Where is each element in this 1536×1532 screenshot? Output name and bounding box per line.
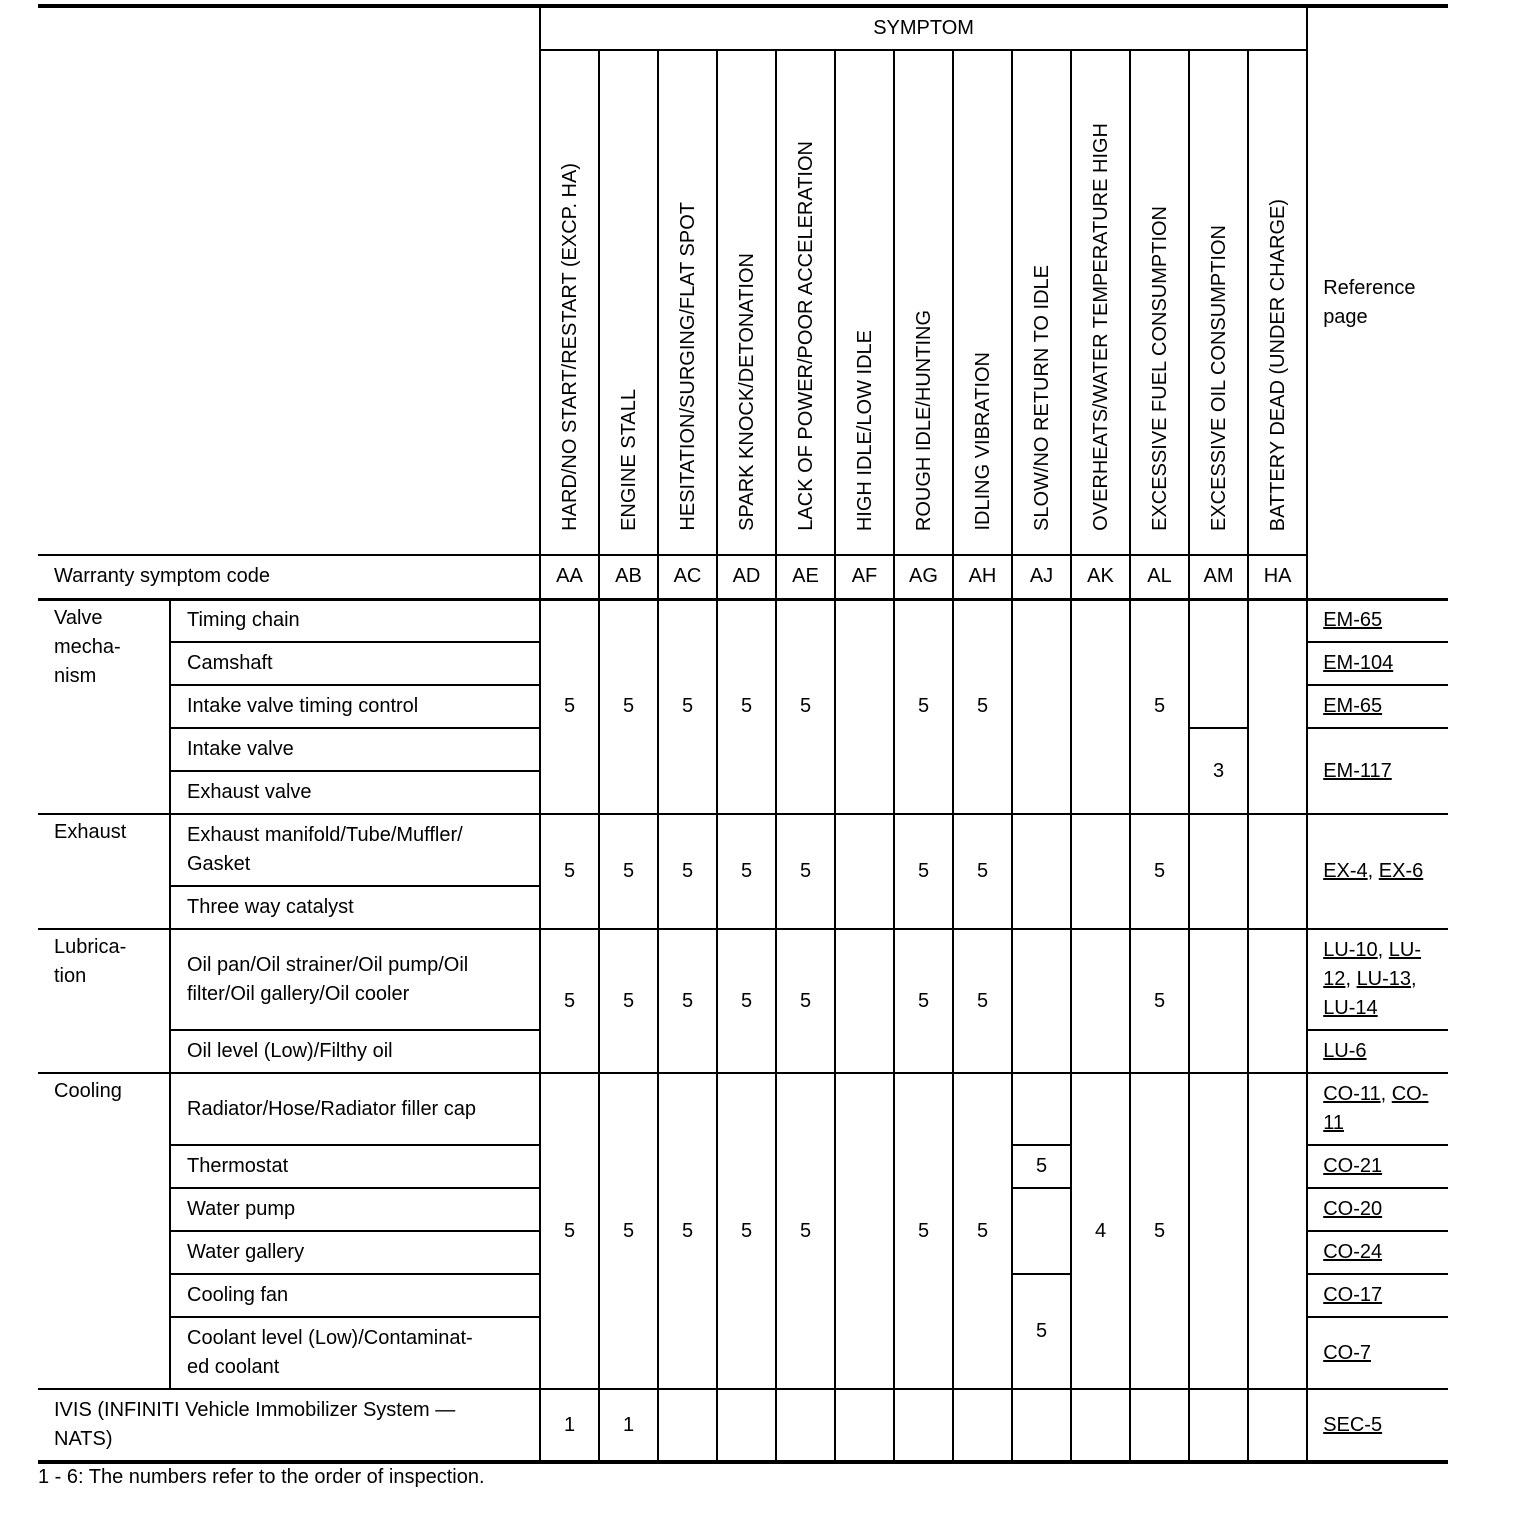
value-cell: 5 xyxy=(1012,1145,1071,1188)
reference-link[interactable]: EM-65 xyxy=(1323,695,1383,717)
value-cell xyxy=(835,1073,894,1389)
value-cell xyxy=(835,929,894,1073)
symptom-header: EXCESSIVE FUEL CONSUMPTION xyxy=(1130,50,1189,555)
symptom-code: AH xyxy=(953,555,1012,599)
group-ivis: IVIS (INFINITI Vehicle Immobilizer System — NATS) xyxy=(38,1389,540,1462)
value-cell xyxy=(1012,929,1071,1073)
reference-cell xyxy=(1307,1030,1448,1073)
symptom-header: IDLING VIBRATION xyxy=(953,50,1012,555)
item-label: Exhaust manifold/Tube/Muffler/ Gasket xyxy=(170,814,540,886)
value-cell: 1 xyxy=(599,1389,658,1462)
reference-link[interactable]: CO-7 xyxy=(1323,1341,1371,1364)
symptom-code: AE xyxy=(776,555,835,599)
value-cell: 5 xyxy=(953,814,1012,929)
value-cell xyxy=(894,1389,953,1462)
value-cell xyxy=(1248,929,1307,1073)
reference-link[interactable]: EM-117 xyxy=(1323,759,1392,782)
value-cell: 5 xyxy=(776,814,835,929)
symptom-header: SLOW/NO RETURN TO IDLE xyxy=(1012,50,1071,555)
reference-cell xyxy=(1307,685,1448,728)
value-cell xyxy=(1012,814,1071,929)
item-label: Water pump xyxy=(170,1188,540,1231)
item-label: Timing chain xyxy=(170,599,540,642)
symptom-code: AL xyxy=(1130,555,1189,599)
value-cell: 3 xyxy=(1189,728,1248,814)
symptom-code: HA xyxy=(1248,555,1307,599)
value-cell xyxy=(835,814,894,929)
value-cell: 5 xyxy=(599,929,658,1073)
value-cell xyxy=(1071,814,1130,929)
value-cell: 5 xyxy=(658,814,717,929)
value-cell: 5 xyxy=(894,599,953,814)
value-cell xyxy=(835,1389,894,1462)
value-cell: 5 xyxy=(599,599,658,814)
value-cell: 5 xyxy=(717,814,776,929)
reference-link[interactable]: CO-11 xyxy=(1323,1083,1429,1134)
reference-cell xyxy=(1307,1145,1448,1188)
value-cell xyxy=(1248,814,1307,929)
value-cell: 5 xyxy=(776,929,835,1073)
item-label: Cooling fan xyxy=(170,1274,540,1317)
value-cell: 5 xyxy=(1130,1073,1189,1389)
reference-link[interactable]: CO-21 xyxy=(1323,1155,1383,1177)
value-cell: 5 xyxy=(540,814,599,929)
value-cell xyxy=(1071,929,1130,1073)
value-cell xyxy=(1248,1389,1307,1462)
symptom-header: SPARK KNOCK/DETONATION xyxy=(717,50,776,555)
symptom-header: BATTERY DEAD (UNDER CHARGE) xyxy=(1248,50,1307,555)
symptom-code: AB xyxy=(599,555,658,599)
value-cell: 4 xyxy=(1071,1073,1130,1389)
value-cell xyxy=(658,1389,717,1462)
value-cell xyxy=(1130,1389,1189,1462)
symptom-code: AA xyxy=(540,555,599,599)
item-label: Intake valve timing control xyxy=(170,685,540,728)
value-cell xyxy=(776,1389,835,1462)
symptom-code: AF xyxy=(835,555,894,599)
value-cell xyxy=(1012,1073,1071,1145)
value-cell: 5 xyxy=(894,814,953,929)
item-label: Thermostat xyxy=(170,1145,540,1188)
symptom-header: ENGINE STALL xyxy=(599,50,658,555)
symptom-code: AM xyxy=(1189,555,1248,599)
value-cell xyxy=(1189,599,1248,728)
value-cell: 5 xyxy=(1130,814,1189,929)
reference-cell xyxy=(1307,1389,1448,1462)
value-cell: 5 xyxy=(953,599,1012,814)
symptom-title: SYMPTOM xyxy=(540,6,1307,50)
reference-cell: CO-11, CO-11 xyxy=(1307,1073,1448,1145)
reference-link[interactable]: CO-17 xyxy=(1323,1284,1383,1306)
symptom-header: HESITATION/SURGING/FLAT SPOT xyxy=(658,50,717,555)
reference-link[interactable]: SEC-5 xyxy=(1323,1413,1383,1436)
symptom-table xyxy=(38,4,1448,1464)
value-cell: 5 xyxy=(540,929,599,1073)
reference-link[interactable]: EM-104 xyxy=(1323,652,1394,674)
value-cell xyxy=(1071,1389,1130,1462)
value-cell: 5 xyxy=(776,599,835,814)
value-cell: 5 xyxy=(717,599,776,814)
reference-link[interactable]: CO-11 xyxy=(1323,1083,1381,1105)
symptom-code: AC xyxy=(658,555,717,599)
value-cell xyxy=(1012,1389,1071,1462)
value-cell xyxy=(1012,1188,1071,1274)
item-label: Oil pan/Oil strainer/Oil pump/Oil filter/Oil gallery/Oil cooler xyxy=(170,929,540,1030)
value-cell: 5 xyxy=(1012,1274,1071,1389)
item-label: Exhaust valve xyxy=(170,771,540,814)
symptom-header: LACK OF POWER/POOR ACCELERATION xyxy=(776,50,835,555)
value-cell: 5 xyxy=(953,929,1012,1073)
reference-link[interactable]: LU-14 xyxy=(1323,997,1378,1019)
group-lubrication: Lubrica- tion xyxy=(38,929,170,1073)
value-cell: 5 xyxy=(894,929,953,1073)
reference-cell xyxy=(1307,642,1448,685)
blank-corner xyxy=(38,6,540,555)
symptom-header: HARD/NO START/RESTART (EXCP. HA) xyxy=(540,50,599,555)
reference-cell xyxy=(1307,728,1448,814)
value-cell xyxy=(1189,814,1248,929)
symptom-header: HIGH IDLE/LOW IDLE xyxy=(835,50,894,555)
reference-link[interactable]: LU-13 xyxy=(1356,968,1412,990)
value-cell: 5 xyxy=(658,599,717,814)
value-cell xyxy=(717,1389,776,1462)
reference-cell xyxy=(1307,1317,1448,1389)
value-cell: 5 xyxy=(953,1073,1012,1389)
item-label: Oil level (Low)/Filthy oil xyxy=(170,1030,540,1073)
value-cell: 5 xyxy=(540,1073,599,1389)
value-cell xyxy=(835,599,894,814)
reference-cell: EX-4, EX-6 xyxy=(1307,814,1448,929)
warranty-label: Warranty symptom code xyxy=(38,555,540,599)
item-label: Coolant level (Low)/Contaminat- ed coolant xyxy=(170,1317,540,1389)
symptom-code: AG xyxy=(894,555,953,599)
value-cell xyxy=(1071,599,1130,814)
reference-cell xyxy=(1307,1274,1448,1317)
value-cell xyxy=(1012,599,1071,814)
reference-link[interactable]: LU-12 xyxy=(1323,939,1422,990)
group-cooling: Cooling xyxy=(38,1073,170,1389)
value-cell xyxy=(1189,1073,1248,1389)
symptom-code: AJ xyxy=(1012,555,1071,599)
item-label: Intake valve xyxy=(170,728,540,771)
reference-link[interactable]: EX-6 xyxy=(1378,860,1424,882)
reference-cell xyxy=(1307,1231,1448,1274)
value-cell: 5 xyxy=(1130,599,1189,814)
value-cell: 5 xyxy=(658,1073,717,1389)
value-cell xyxy=(1248,599,1307,814)
value-cell: 1 xyxy=(540,1389,599,1462)
reference-link[interactable]: CO-20 xyxy=(1323,1198,1383,1220)
value-cell: 5 xyxy=(717,1073,776,1389)
symptom-code: AK xyxy=(1071,555,1130,599)
item-label: Three way catalyst xyxy=(170,886,540,929)
value-cell: 5 xyxy=(599,814,658,929)
value-cell: 5 xyxy=(599,1073,658,1389)
reference-link[interactable]: LU-6 xyxy=(1323,1040,1367,1062)
reference-cell xyxy=(1307,599,1448,642)
footnote: 1 - 6: The numbers refer to the order of inspection. xyxy=(38,1466,485,1488)
value-cell xyxy=(953,1389,1012,1462)
value-cell: 5 xyxy=(776,1073,835,1389)
symptom-code: AD xyxy=(717,555,776,599)
reference-link[interactable]: LU-10 xyxy=(1323,939,1378,961)
value-cell: 5 xyxy=(658,929,717,1073)
reference-header: Reference page xyxy=(1307,6,1448,599)
item-label: Water gallery xyxy=(170,1231,540,1274)
symptom-header: OVERHEATS/WATER TEMPERATURE HIGH xyxy=(1071,50,1130,555)
item-label: Camshaft xyxy=(170,642,540,685)
reference-cell: LU-10, LU-12, LU-13, LU-14 xyxy=(1307,929,1448,1030)
group-valve-mechanism: Valve mecha- nism xyxy=(38,599,170,814)
reference-link[interactable]: CO-24 xyxy=(1323,1241,1383,1263)
value-cell: 5 xyxy=(894,1073,953,1389)
item-label: Radiator/Hose/Radiator filler cap xyxy=(170,1073,540,1145)
reference-link[interactable]: EX-4 xyxy=(1323,860,1368,882)
symptom-header: ROUGH IDLE/HUNTING xyxy=(894,50,953,555)
value-cell xyxy=(1189,1389,1248,1462)
reference-link[interactable]: EM-65 xyxy=(1323,609,1383,632)
reference-cell xyxy=(1307,1188,1448,1231)
value-cell: 5 xyxy=(1130,929,1189,1073)
symptom-header: EXCESSIVE OIL CONSUMPTION xyxy=(1189,50,1248,555)
group-exhaust: Exhaust xyxy=(38,814,170,929)
value-cell xyxy=(1248,1073,1307,1389)
value-cell: 5 xyxy=(540,599,599,814)
value-cell xyxy=(1189,929,1248,1073)
value-cell: 5 xyxy=(717,929,776,1073)
